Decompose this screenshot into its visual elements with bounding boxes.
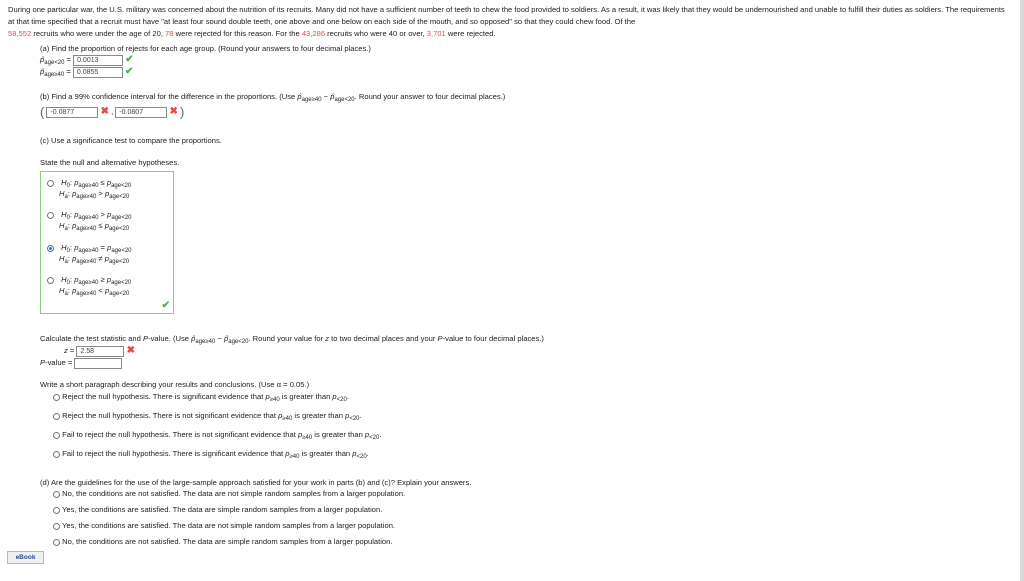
sub-a: age≥40 xyxy=(76,194,97,200)
ci-lower-input[interactable]: -0.0877 xyxy=(46,107,98,118)
hypothesis-option-1[interactable]: $H_0$: $p_{age\ge 40} \le p_{age<20}$ xyxy=(47,177,131,192)
intro-text-3: were rejected for this reason. For the xyxy=(173,29,302,38)
sub-a: age≥40 xyxy=(78,280,99,286)
hypotheses-instruction: State the null and alternative hypotheses. xyxy=(40,158,180,167)
sub-lt: <20 xyxy=(356,454,367,460)
sub-b: age<20 xyxy=(111,215,132,221)
incorrect-x-icon: ✖ xyxy=(169,106,178,117)
correct-check-icon: ✔ xyxy=(125,66,134,77)
h0-operator: ≥ xyxy=(100,275,105,284)
sub-lt: <20 xyxy=(349,416,360,422)
radio-button[interactable] xyxy=(53,523,60,530)
hypothesis-option-3[interactable]: $H_0$: $p_{age\ge 40} = p_{age<20}$ xyxy=(47,242,132,257)
conclusion-mid: is greater than xyxy=(299,449,353,458)
calc-text-5: -value to four decimal places.) xyxy=(442,334,544,343)
part-b-text-2: . Round your answer to four decimal places.) xyxy=(354,92,506,101)
part-a-row-2: $p̂_{age\ge 40} = 0.0855$ ✔ xyxy=(40,66,134,78)
ci-upper-input[interactable]: -0.0807 xyxy=(115,107,167,118)
intro-text-5: were rejected. xyxy=(445,29,496,38)
part-d-option-2[interactable] xyxy=(53,504,382,515)
sub-a: age≥40 xyxy=(76,291,97,297)
part-d-option-text: No, the conditions are not satisfied. The data are simple random samples from a larger population. xyxy=(62,537,393,546)
conclusion-option-4[interactable]: Fail to reject the null hypothesis. There is significant evidence that $p_{\ge 40}$ is greater than $p_{<20}$. xyxy=(53,448,369,463)
sub-b: age<20 xyxy=(109,194,130,200)
calc-text-2: -value. (Use xyxy=(148,334,192,343)
conclusion-mid: is greater than xyxy=(292,411,346,420)
sub-b: age<20 xyxy=(111,183,132,189)
ha-line-4: $H_a$: $p_{age\ge 40} < p_{age<20}$ xyxy=(59,286,130,297)
correct-check-icon: ✔ xyxy=(125,54,134,65)
conclusion-text: Reject the null hypothesis. There is significant evidence that xyxy=(62,392,266,401)
z-row: z = 2.58 ✖ xyxy=(64,345,135,356)
ha-operator: < xyxy=(98,286,103,295)
n-under-20: 58,552 xyxy=(8,29,32,38)
radio-button-selected[interactable] xyxy=(47,245,54,252)
sub-a: age≥40 xyxy=(76,226,97,232)
z-statistic-input[interactable]: 2.58 xyxy=(76,346,124,357)
p-value-label: -value = xyxy=(45,358,73,367)
conclusion-option-2[interactable]: Reject the null hypothesis. There is not significant evidence that $p_{\ge 40}$ is greater than $p_{<20}$. xyxy=(53,410,362,425)
intro-text-2: recruits who were under the age of 20, xyxy=(31,29,166,38)
ha-line-1: $H_a$: $p_{age\ge 40} > p_{age<20}$ xyxy=(59,189,130,200)
radio-button[interactable] xyxy=(53,432,60,439)
part-d-option-text: No, the conditions are not satisfied. The data are not simple random samples from a larger population. xyxy=(62,489,406,498)
rejected-over-40: 3,701 xyxy=(426,29,446,38)
conclusion-prompt: Write a short paragraph describing your results and conclusions. (Use α = 0.05.) xyxy=(40,380,310,389)
ha-operator: ≠ xyxy=(98,254,103,263)
sub-ge: ≥40 xyxy=(302,435,313,441)
radio-button[interactable] xyxy=(47,277,54,284)
h0-operator: ≤ xyxy=(100,178,105,187)
hypotheses-options-box xyxy=(40,171,174,314)
sub-lt: <20 xyxy=(336,397,347,403)
part-d-option-text: Yes, the conditions are satisfied. The data are not simple random samples from a larger population. xyxy=(61,521,396,530)
p-hat-over-40-input[interactable]: 0.0855 xyxy=(73,67,123,78)
part-b-prompt: (b) Find a 99% confidence interval for the difference in the proportions. (Use $p̂_{age\ge 40}$ − $p̂_{age<20}$. Round your answer to four decimal places.) xyxy=(40,92,506,103)
conclusion-text: Fail to reject the null hypothesis. There is not significant evidence that xyxy=(62,430,298,439)
p-hat-sub-1: age<20 xyxy=(44,60,65,66)
incorrect-x-icon: ✖ xyxy=(100,106,109,117)
radio-button[interactable] xyxy=(47,180,54,187)
ha-operator: ≤ xyxy=(98,221,103,230)
conclusion-mid: is greater than xyxy=(312,430,365,439)
part-a-row-1: $p̂_{age<20} = 0.0013$ ✔ xyxy=(40,54,134,66)
test-statistic-prompt: Calculate the test statistic and P-value. (Use $p̂_{age\ge 40}$ − $p̂_{age<20}$. Round your value for z to two decimal places and your P-value to four decimal places.) xyxy=(40,334,544,345)
sub-a: age≥40 xyxy=(76,259,97,265)
window-edge xyxy=(1020,0,1024,581)
part-d-option-4[interactable] xyxy=(53,536,393,547)
hypothesis-option-4[interactable]: $H_0$: $p_{age\ge 40} \ge p_{age<20}$ xyxy=(47,274,131,289)
part-b-text-1: (b) Find a 99% confidence interval for the difference in the proportions. (Use xyxy=(40,92,298,101)
conclusion-mid: is greater than xyxy=(279,392,333,401)
conclusion-text: Reject the null hypothesis. There is not significant evidence that xyxy=(62,411,279,420)
sub-b: age<20 xyxy=(228,339,249,345)
h0-operator: > xyxy=(100,210,105,219)
conclusion-option-1[interactable]: Reject the null hypothesis. There is significant evidence that $p_{\ge 40}$ is greater than $p_{<20}$. xyxy=(53,391,349,406)
ebook-button[interactable]: eBook xyxy=(7,551,44,564)
h0-operator: = xyxy=(100,243,105,252)
intro-text: During one particular war, the U.S. military was concerned about the nutrition of its recruits. Many did not have a sufficient number of teeth to chew the food provided to soldiers. As a result, it was likely that they would be undernourished and unable to fulfill their duties as soldiers. The requirements at that time specified that a recruit must have "at least four sound double teeth, one above and one below on each side of the mouth, and so opposed" so that they could chew food. Of the xyxy=(8,5,1005,26)
sub-b: age<20 xyxy=(109,291,130,297)
calc-text-4: to two decimal places and your xyxy=(329,334,438,343)
rejected-under-20: 78 xyxy=(165,29,174,38)
conclusion-option-3[interactable]: Fail to reject the null hypothesis. There is not significant evidence that $p_{\ge 40}$ is greater than $p_{<20}$. xyxy=(53,429,381,444)
part-b-sub-1: age≥40 xyxy=(301,97,322,103)
sub-b: age<20 xyxy=(111,248,132,254)
part-d-prompt: (d) Are the guidelines for the use of the large-sample approach satisfied for your work in parts (b) and (c)? Explain your answers. xyxy=(40,478,472,487)
p-value-row: P-value = xyxy=(40,357,122,369)
ha-line-3: $H_a$: $p_{age\ge 40} \ne p_{age<20}$ xyxy=(59,254,130,265)
sub-ge: ≥40 xyxy=(282,416,293,422)
radio-button[interactable] xyxy=(53,507,60,514)
calc-text-3: . Round your value for xyxy=(248,334,326,343)
sub-a: age≥40 xyxy=(78,248,99,254)
comma: , xyxy=(111,107,116,116)
ha-operator: > xyxy=(98,189,103,198)
radio-button[interactable] xyxy=(53,394,60,401)
p-hat-sub-2: age≥40 xyxy=(44,72,65,78)
part-d-option-3[interactable] xyxy=(53,520,395,531)
part-a-prompt: (a) Find the proportion of rejects for each age group. (Round your answers to four decimal places.) xyxy=(40,44,371,53)
radio-button[interactable] xyxy=(53,539,60,546)
sub-ge: ≥40 xyxy=(289,454,300,460)
sub-a: age≥40 xyxy=(78,183,99,189)
part-d-option-text: Yes, the conditions are satisfied. The data are simple random samples from a larger population. xyxy=(61,505,383,514)
problem-statement xyxy=(8,4,1008,40)
sub-ge: ≥40 xyxy=(269,397,280,403)
conclusion-text: Fail to reject the null hypothesis. There is significant evidence that xyxy=(62,449,286,458)
p-hat-under-20-input[interactable]: 0.0013 xyxy=(73,55,123,66)
p-value-input[interactable] xyxy=(74,358,122,369)
intro-text-4: recruits who were 40 or over, xyxy=(325,29,427,38)
sub-b: age<20 xyxy=(108,259,130,265)
radio-button[interactable] xyxy=(53,451,60,458)
ha-line-2: $H_a$: $p_{age\ge 40} \le p_{age<20}$ xyxy=(59,221,130,232)
open-paren: ( xyxy=(40,104,45,120)
part-d-option-1[interactable] xyxy=(53,488,405,499)
radio-button[interactable] xyxy=(53,413,60,420)
close-paren: ) xyxy=(179,104,185,120)
correct-check-icon: ✔ xyxy=(161,300,170,311)
radio-button[interactable] xyxy=(53,491,60,498)
sub-b: age<20 xyxy=(111,280,132,286)
hypothesis-option-2[interactable]: $H_0$: $p_{age\ge 40} > p_{age<20}$ xyxy=(47,209,132,224)
sub-a: age≥40 xyxy=(78,215,99,221)
n-over-40: 43,286 xyxy=(301,29,326,38)
radio-button[interactable] xyxy=(47,212,54,219)
sub-a: age≥40 xyxy=(195,339,216,345)
sub-b: age<20 xyxy=(108,226,130,232)
part-b-sub-2: age<20 xyxy=(334,97,355,103)
calc-text-1: Calculate the test statistic and xyxy=(40,334,143,343)
part-c-prompt: (c) Use a significance test to compare the proportions. xyxy=(40,136,222,145)
sub-lt: <20 xyxy=(369,435,380,441)
confidence-interval-row xyxy=(40,106,184,118)
incorrect-x-icon: ✖ xyxy=(126,345,135,356)
